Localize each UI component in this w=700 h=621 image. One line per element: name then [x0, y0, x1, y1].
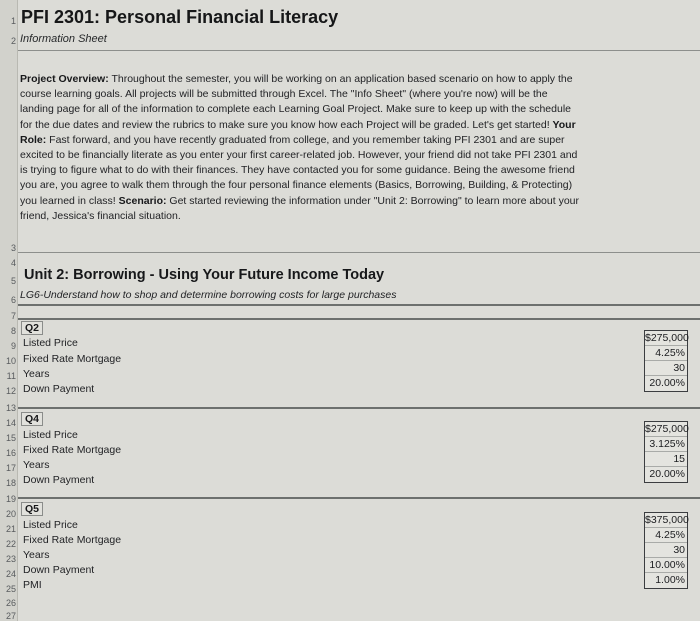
value-cell[interactable]: 20.00%	[649, 468, 685, 480]
row-label[interactable]: Years	[23, 459, 50, 471]
value-cell[interactable]: 20.00%	[649, 377, 685, 389]
value-cell[interactable]: 1.00%	[655, 574, 685, 586]
value-cell[interactable]: 4.25%	[645, 346, 687, 361]
row-number[interactable]: 12	[5, 386, 16, 396]
row-number[interactable]: 13	[5, 403, 16, 413]
row-number[interactable]: 24	[5, 569, 16, 579]
row-number[interactable]: 14	[5, 418, 16, 428]
value-cell[interactable]: 4.25%	[645, 528, 687, 543]
row-number[interactable]: 6	[10, 295, 16, 305]
divider	[18, 252, 700, 253]
value-cell[interactable]: $375,000	[645, 514, 689, 526]
divider	[18, 50, 700, 51]
row-number[interactable]: 8	[10, 326, 16, 336]
row-number[interactable]: 19	[5, 494, 16, 504]
row-label[interactable]: Fixed Rate Mortgage	[23, 444, 122, 456]
row-label[interactable]: Down Payment	[23, 383, 95, 395]
values-box-q4	[644, 421, 688, 483]
row-number[interactable]: 21	[5, 524, 16, 534]
value-cell[interactable]: $275,000	[645, 423, 689, 435]
row-number[interactable]: 20	[5, 509, 16, 519]
row-number[interactable]: 23	[5, 554, 16, 564]
divider	[18, 318, 700, 320]
question-label-q2[interactable]: Q2	[21, 321, 43, 335]
row-number-gutter	[0, 0, 18, 621]
divider	[18, 304, 700, 306]
value-cell[interactable]: $275,000	[645, 332, 689, 344]
role-text: Fast forward, and you have recently graduated from college, and you remember taking PFI 2301 and are super excited to be financially literate as you enter your first career-related job. However, your friend did not take PFI 2301 and is trying to figure what to do with their finances. They have contacted you for some guidance. Being the awesome friend you are, you agree to walk them through the four personal finance elements (Basics, Borrowing, Building, & Protecting) you learned in class!	[20, 133, 578, 207]
row-number[interactable]: 26	[5, 598, 16, 608]
sheet-subtitle[interactable]: Information Sheet	[20, 33, 107, 45]
divider	[18, 407, 700, 409]
unit-subtitle[interactable]: LG6-Understand how to shop and determine borrowing costs for large purchases	[20, 289, 397, 301]
row-label[interactable]: Fixed Rate Mortgage	[23, 534, 122, 546]
question-label-q4[interactable]: Q4	[21, 412, 43, 426]
values-box-q5	[644, 512, 688, 589]
value-cell[interactable]: 3.125%	[645, 437, 687, 452]
row-label[interactable]: PMI	[23, 579, 42, 591]
row-number[interactable]: 9	[10, 341, 16, 351]
question-label-q5[interactable]: Q5	[21, 502, 43, 516]
row-label[interactable]: Down Payment	[23, 564, 95, 576]
row-number[interactable]: 3	[10, 243, 16, 253]
value-cell[interactable]: 15	[645, 452, 687, 467]
row-label[interactable]: Listed Price	[23, 429, 78, 441]
unit-title[interactable]: Unit 2: Borrowing - Using Your Future Income Today	[24, 267, 385, 283]
row-number[interactable]: 4	[10, 258, 16, 268]
value-cell[interactable]: 30	[645, 361, 687, 376]
row-number[interactable]: 11	[6, 371, 16, 381]
row-number[interactable]: 5	[10, 276, 16, 286]
sheet-title[interactable]: PFI 2301: Personal Financial Literacy	[21, 7, 339, 27]
row-number[interactable]: 16	[5, 448, 16, 458]
row-number[interactable]: 18	[5, 478, 16, 488]
row-number[interactable]: 17	[5, 463, 16, 473]
row-label[interactable]: Down Payment	[23, 474, 95, 486]
scenario-text: Get started reviewing the information under "Unit 2: Borrowing" to learn more about your friend, Jessica's financial situation.	[20, 194, 579, 222]
project-overview-cell[interactable]	[20, 72, 580, 224]
value-cell[interactable]: 10.00%	[645, 558, 687, 573]
row-number[interactable]: 27	[5, 611, 16, 621]
overview-text: Throughout the semester, you will be working on an application based scenario on how to apply the course learning goals. All projects will be submitted through Excel. The "Info Sheet" (where you're now) will be the landing page for all of the information to complete each Learning Goal Project. Make sure to keep up with the schedule for the due dates and review the rubrics to make sure you know how each Project will be graded. Let's get started!	[20, 73, 573, 131]
row-label[interactable]: Years	[23, 549, 50, 561]
scenario-label: Scenario:	[118, 194, 167, 207]
overview-label: Project Overview:	[20, 73, 109, 85]
row-number[interactable]: 1	[10, 16, 16, 26]
row-label[interactable]: Listed Price	[23, 337, 78, 349]
values-box-q2	[644, 330, 688, 392]
divider	[18, 497, 700, 499]
row-number[interactable]: 22	[5, 539, 16, 549]
value-cell[interactable]: 30	[645, 543, 687, 558]
row-number[interactable]: 10	[5, 356, 16, 366]
row-number[interactable]: 7	[10, 311, 16, 321]
row-number[interactable]: 2	[10, 36, 16, 46]
row-label[interactable]: Years	[23, 368, 50, 380]
row-number[interactable]: 15	[5, 433, 16, 443]
row-label[interactable]: Listed Price	[23, 519, 78, 531]
row-number[interactable]: 25	[5, 584, 16, 594]
role-label: Your Role:	[20, 118, 576, 146]
row-label[interactable]: Fixed Rate Mortgage	[23, 353, 122, 365]
